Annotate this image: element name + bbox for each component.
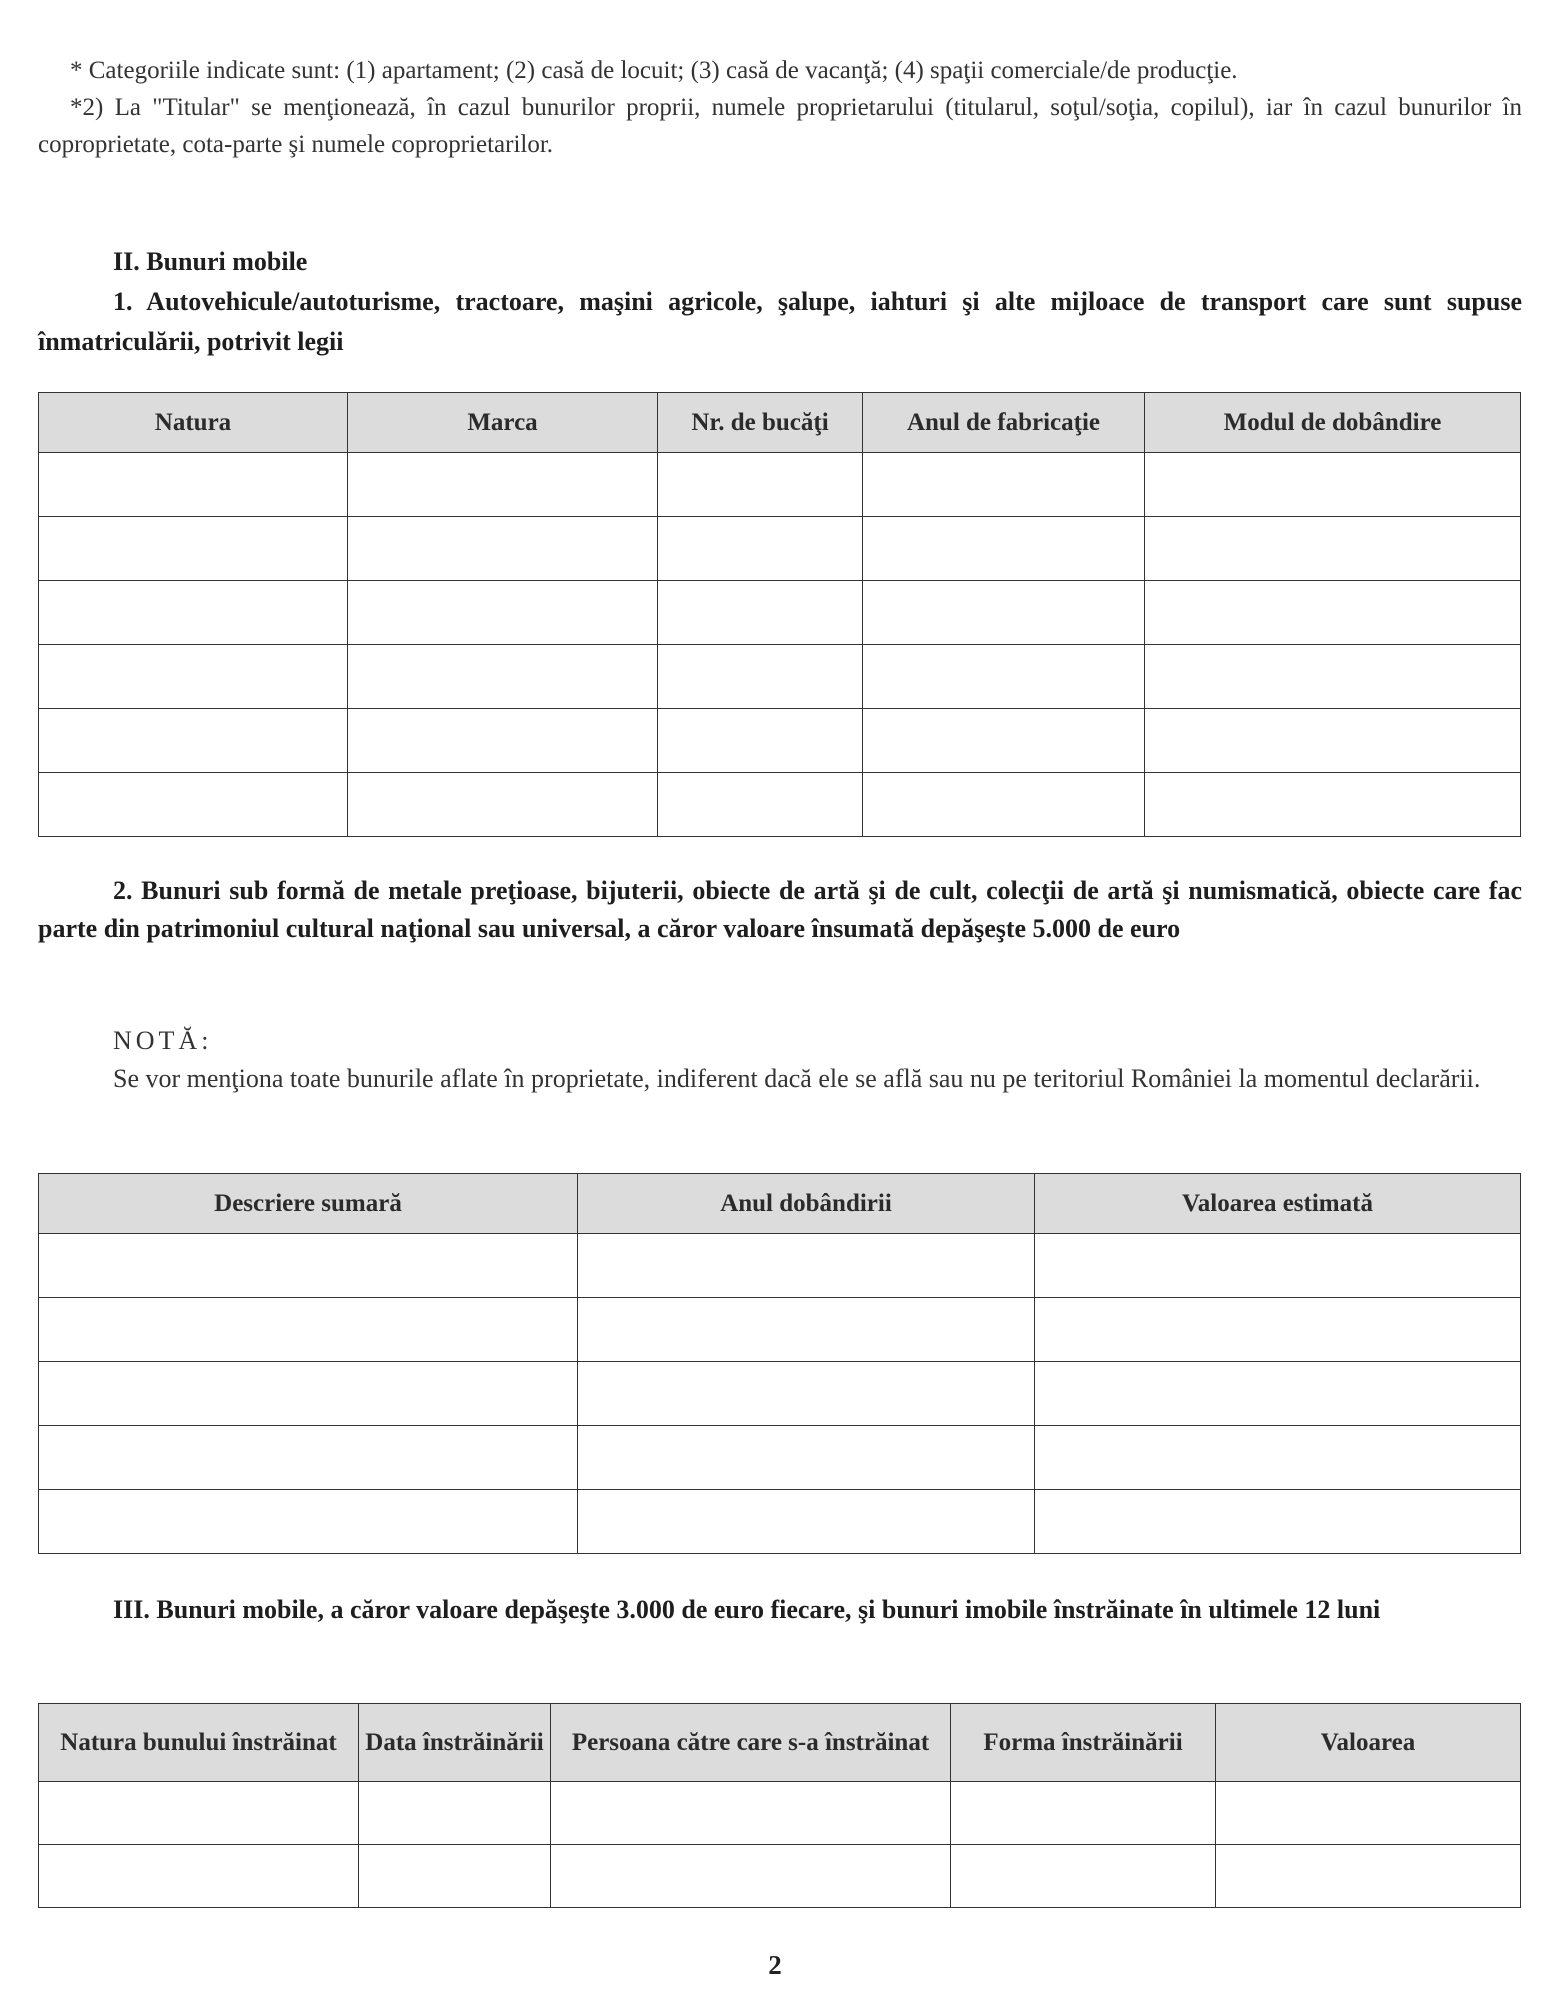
table-cell[interactable] <box>39 1298 578 1362</box>
table-cell[interactable] <box>863 581 1145 645</box>
subsection-1-title: 1. Autovehicule/autoturisme, tractoare, maşini agricole, şalupe, iahturi şi alte mijloace de transport care sunt supuse înmatriculării, potrivit legii <box>38 287 1522 356</box>
table-cell[interactable] <box>1035 1362 1521 1426</box>
table-row <box>39 517 1521 581</box>
col-header-persoana: Persoana către care s-a înstrăinat <box>551 1704 951 1782</box>
table-row <box>39 1490 1521 1554</box>
table-cell[interactable] <box>359 1782 551 1845</box>
table-cell[interactable] <box>39 1490 578 1554</box>
nota-block <box>38 1022 1522 1098</box>
table-row <box>39 1362 1521 1426</box>
table-cell[interactable] <box>39 645 348 709</box>
table-cell[interactable] <box>658 581 863 645</box>
section-ii-title: II. Bunuri mobile <box>113 247 308 276</box>
col-header-forma-instrainarii: Forma înstrăinării <box>951 1704 1216 1782</box>
table-row <box>39 453 1521 517</box>
table-row <box>39 645 1521 709</box>
valuables-table <box>38 1173 1521 1554</box>
footnotes <box>38 52 1522 163</box>
table-row <box>39 1234 1521 1298</box>
table-cell[interactable] <box>551 1782 951 1845</box>
table-cell[interactable] <box>1216 1845 1521 1908</box>
table-row <box>39 1298 1521 1362</box>
table-cell[interactable] <box>951 1845 1216 1908</box>
table-cell[interactable] <box>1035 1298 1521 1362</box>
table-cell[interactable] <box>658 517 863 581</box>
vehicles-table <box>38 392 1521 837</box>
col-header-natura: Natura <box>39 393 348 453</box>
table-row <box>39 1426 1521 1490</box>
table-cell[interactable] <box>551 1845 951 1908</box>
table-cell[interactable] <box>1145 517 1521 581</box>
table-cell[interactable] <box>658 645 863 709</box>
col-header-nr-bucati: Nr. de bucăţi <box>658 393 863 453</box>
page-number: 2 <box>768 1950 782 1980</box>
table-cell[interactable] <box>863 709 1145 773</box>
table-header-row <box>39 393 1521 453</box>
footnote-categories: * Categoriile indicate sunt: (1) apartament; (2) casă de locuit; (3) casă de vacanţă; (4) spaţii comerciale/de producţie. <box>70 57 1238 84</box>
table-cell[interactable] <box>39 1234 578 1298</box>
nota-text: Se vor menţiona toate bunurile aflate în proprietate, indiferent dacă ele se află sau nu pe teritoriul României la momentul declarării. <box>113 1064 1481 1093</box>
table-cell[interactable] <box>578 1362 1035 1426</box>
table-cell[interactable] <box>39 773 348 837</box>
table-header-row <box>39 1704 1521 1782</box>
col-header-valoarea-estimata: Valoarea estimată <box>1035 1174 1521 1234</box>
table-cell[interactable] <box>348 517 658 581</box>
table-cell[interactable] <box>348 773 658 837</box>
col-header-descriere: Descriere sumară <box>39 1174 578 1234</box>
table-cell[interactable] <box>863 453 1145 517</box>
table-cell[interactable] <box>39 1845 359 1908</box>
table-cell[interactable] <box>348 581 658 645</box>
table-cell[interactable] <box>658 453 863 517</box>
table-cell[interactable] <box>578 1298 1035 1362</box>
table-cell[interactable] <box>39 1782 359 1845</box>
table-cell[interactable] <box>1035 1490 1521 1554</box>
table-cell[interactable] <box>1145 645 1521 709</box>
table-row <box>39 1782 1521 1845</box>
table-cell[interactable] <box>1145 453 1521 517</box>
table-cell[interactable] <box>1145 773 1521 837</box>
table-row <box>39 581 1521 645</box>
col-header-valoarea: Valoarea <box>1216 1704 1521 1782</box>
table-cell[interactable] <box>39 453 348 517</box>
section-ii-heading <box>38 242 1522 362</box>
table-cell[interactable] <box>578 1426 1035 1490</box>
table-cell[interactable] <box>1145 581 1521 645</box>
table-cell[interactable] <box>39 581 348 645</box>
table-cell[interactable] <box>658 709 863 773</box>
alienated-assets-table <box>38 1703 1521 1908</box>
col-header-anul-dobandirii: Anul dobândirii <box>578 1174 1035 1234</box>
table-cell[interactable] <box>863 773 1145 837</box>
table-cell[interactable] <box>658 773 863 837</box>
table-cell[interactable] <box>578 1490 1035 1554</box>
table-cell[interactable] <box>39 709 348 773</box>
col-header-marca: Marca <box>348 393 658 453</box>
table-row <box>39 709 1521 773</box>
table-cell[interactable] <box>359 1845 551 1908</box>
table-cell[interactable] <box>578 1234 1035 1298</box>
table-cell[interactable] <box>1216 1782 1521 1845</box>
table-cell[interactable] <box>39 1362 578 1426</box>
nota-label: NOTĂ: <box>113 1026 213 1055</box>
table-cell[interactable] <box>348 453 658 517</box>
table-cell[interactable] <box>951 1782 1216 1845</box>
col-header-natura-bunului: Natura bunului înstrăinat <box>39 1704 359 1782</box>
col-header-anul-fabricatie: Anul de fabricaţie <box>863 393 1145 453</box>
table-cell[interactable] <box>39 1426 578 1490</box>
table-cell[interactable] <box>348 709 658 773</box>
col-header-data-instrainarii: Data înstrăinării <box>359 1704 551 1782</box>
table-row <box>39 1845 1521 1908</box>
table-cell[interactable] <box>1035 1426 1521 1490</box>
subsection-2-heading <box>38 872 1522 948</box>
table-cell[interactable] <box>1035 1234 1521 1298</box>
footnote-titular: *2) La "Titular" se menţionează, în cazul bunurilor proprii, numele proprietarului (titularul, soţul/soţia, copilul), iar în cazul bunurilor în coproprietate, cota-parte şi numele coproprietarilor. <box>38 94 1522 158</box>
section-iii-title: III. Bunuri mobile, a căror valoare depăşeşte 3.000 de euro fiecare, şi bunuri imobile înstrăinate în ultimele 12 luni <box>113 1595 1381 1624</box>
col-header-modul-dobandire: Modul de dobândire <box>1145 393 1521 453</box>
table-cell[interactable] <box>39 517 348 581</box>
table-cell[interactable] <box>1145 709 1521 773</box>
table-row <box>39 773 1521 837</box>
section-iii-heading <box>38 1590 1522 1630</box>
table-cell[interactable] <box>863 517 1145 581</box>
table-cell[interactable] <box>348 645 658 709</box>
table-cell[interactable] <box>863 645 1145 709</box>
subsection-2-title: 2. Bunuri sub formă de metale preţioase, bijuterii, obiecte de artă şi de cult, colecţii de artă şi numismatică, obiecte care fac parte din patrimoniul cultural naţional sau universal, a căror valoare însumată depăşeşte 5.000 de euro <box>38 876 1522 943</box>
table-header-row <box>39 1174 1521 1234</box>
